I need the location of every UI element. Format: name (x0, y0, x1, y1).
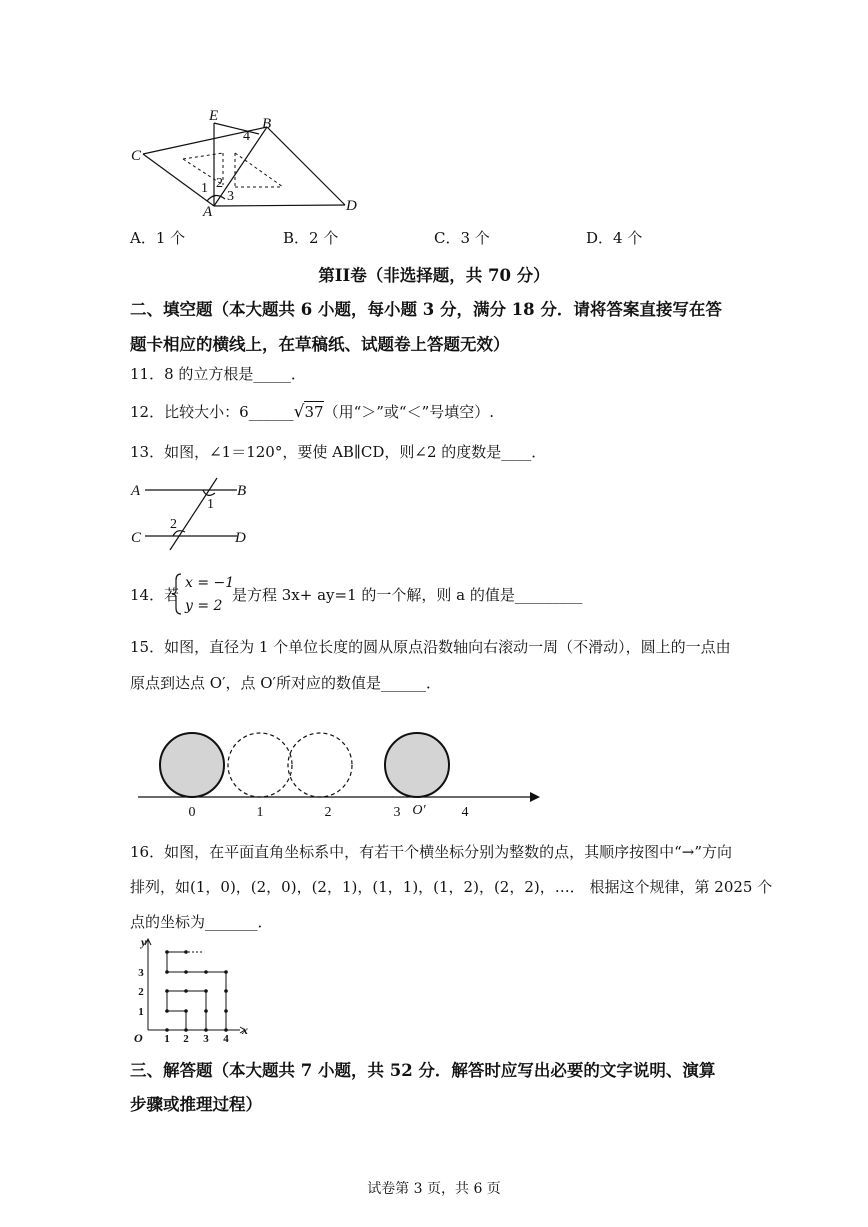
q10-option-d: D．4 个 (586, 229, 643, 247)
solve-heading-line2: 步骤或推理过程） (130, 1095, 262, 1114)
page-footer: 试卷第 3 页，共 6 页 (367, 1181, 501, 1197)
q12-suffix: （用“＞”或“＜”号填空）. (323, 403, 495, 421)
q14-brace (171, 572, 183, 616)
q12-prefix: 12．比较大小：6______ (130, 403, 294, 421)
tick-2: 2 (324, 805, 332, 820)
circle-rolling-1 (228, 733, 292, 797)
label-d: D (346, 198, 357, 214)
solve-heading-line1: 三、解答题（本大题共 7 小题，共 52 分．解答时应写出必要的文字说明、演算 (130, 1061, 716, 1080)
q15-line2: 原点到达点 O′，点 O′所对应的数值是______． (130, 674, 441, 692)
q13-label-b: B (237, 483, 247, 499)
sqrt-symbol: √ (293, 402, 305, 422)
tick-1: 1 (256, 805, 264, 820)
q15-number-line-figure (130, 712, 550, 824)
origin-label: O (134, 1031, 143, 1045)
label-a: A (203, 204, 213, 220)
fill-heading-line2: 题卡相应的横线上，在草稿纸、试题卷上答题无效） (130, 335, 510, 354)
angle-2: 2 (216, 176, 223, 191)
question-12 (130, 402, 494, 422)
q16-line1: 16．如图，在平面直角坐标系中，有若干个横坐标分别为整数的点，其顺序按图中“→”方向 (130, 843, 732, 861)
q13-label-d: D (235, 530, 246, 546)
label-b: B (262, 116, 272, 132)
fill-heading-line1: 二、填空题（本大题共 6 小题，每小题 3 分，满分 18 分．请将答案直接写在答 (130, 300, 722, 319)
axis-x-label: x (242, 1023, 248, 1037)
q10-figure (125, 105, 365, 220)
axis-y-label: y (141, 936, 147, 949)
angle-3: 3 (227, 189, 234, 204)
axis-arrow (530, 792, 540, 802)
q13-label-c: C (131, 530, 142, 546)
q16-line2: 排列，如(1，0)，(2，0)，(2，1)，(1，1)，(1，2)，(2，2)，…． 根据这个规律，第 2025 个 (130, 878, 773, 896)
label-e: E (209, 108, 219, 124)
question-11: 11．8 的立方根是_____． (130, 365, 306, 383)
tick-4: 4 (461, 805, 469, 820)
q13-angle-2: 2 (170, 517, 177, 532)
q13-angle-1: 1 (207, 497, 214, 512)
q10-option-b: B．2 个 (283, 229, 339, 247)
x-tick-2: 2 (183, 1033, 189, 1045)
q15-line1: 15．如图，直径为 1 个单位长度的圆从原点沿数轴向右滚动一周（不滑动），圆上的一点由 (130, 638, 731, 656)
question-13: 13．如图，∠1＝120°，要使 AB∥CD，则∠2 的度数是____． (130, 443, 547, 461)
angle-1: 1 (201, 181, 208, 196)
tick-0: 0 (188, 805, 196, 820)
q10-option-c: C．3 个 (434, 229, 490, 247)
q16-line3: 点的坐标为_______． (130, 913, 273, 931)
section2-title: 第II卷（非选择题，共 70 分） (318, 266, 550, 285)
circle-end (385, 733, 449, 797)
q13-figure (125, 474, 265, 554)
circle-rolling-2 (288, 733, 352, 797)
q14-suffix: 是方程 3x+ ay=1 的一个解，则 a 的值是_________ (232, 586, 583, 604)
label-c: C (131, 148, 142, 164)
x-tick-4: 4 (223, 1033, 229, 1045)
angle-4: 4 (243, 129, 250, 144)
y-tick-1: 1 (138, 1006, 144, 1018)
y-tick-3: 3 (138, 967, 144, 979)
tick-3: 3 (393, 805, 401, 820)
q14-prefix: 14．若 (130, 586, 180, 604)
point-o-prime: O′ (412, 803, 426, 818)
q10-option-a: A．1 个 (130, 229, 186, 247)
x-tick-3: 3 (203, 1033, 209, 1045)
y-tick-2: 2 (138, 986, 144, 998)
circle-start (160, 733, 224, 797)
x-tick-1: 1 (164, 1033, 170, 1045)
q13-label-a: A (131, 483, 141, 499)
q12-radicand: 37 (304, 403, 324, 421)
q14-eq2: y = 2 (185, 598, 223, 614)
q16-coordinate-figure (128, 936, 258, 1046)
q14-eq1: x = −1 (185, 575, 235, 591)
